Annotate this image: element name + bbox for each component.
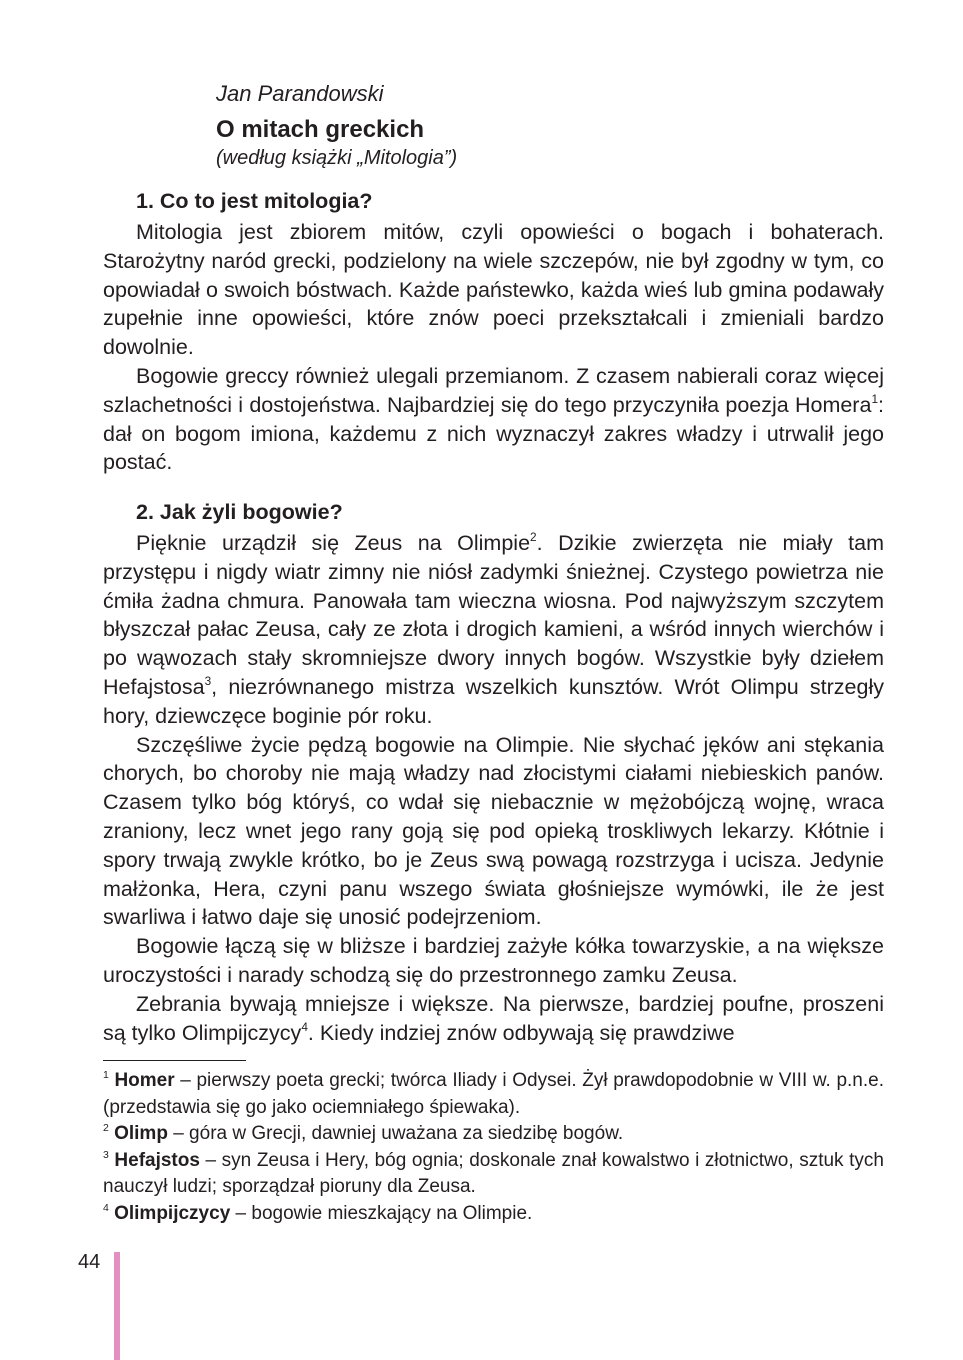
footnote-number: 4	[103, 1202, 109, 1214]
section-2-paragraph-1	[103, 529, 884, 731]
footnote-4	[103, 1201, 884, 1228]
subtitle: (według książki „Mitologia”)	[216, 147, 458, 169]
section-1	[103, 186, 884, 477]
text-span: . Dzikie zwierzęta nie miały tam przystępu i nigdy wiatr zimny nie niósł zadymki śnieżnej. Czystego powietrza nie ćmiła żadna chmura. Panowała tam wieczna wiosna. Pod najwyższym szczytem błyszczał pałac Zeusa, cały ze złota i drogich kamieni, a wśród innych wierchów i po wąwozach stały skromniejsze dwory innych bogów. Wszystkie były dziełem Hefajstosa	[103, 531, 885, 699]
section-2	[103, 497, 884, 1047]
footnote-text: – syn Zeusa i Hery, bóg ognia; doskonale znał kowalstwo i złotnictwo, sztuk tych nauczył ludzi; sporządzał pioruny dla Zeusa.	[103, 1149, 884, 1197]
footnote-3	[103, 1148, 884, 1201]
text-span: Pięknie urządził się Zeus na Olimpie	[136, 531, 531, 555]
footnote-1	[103, 1068, 884, 1121]
title: O mitach greckich	[216, 116, 425, 143]
text-span: Zebrania bywają mniejsze i większe. Na pierwsze, bardziej poufne, proszeni są tylko Olimpijczycy	[103, 991, 884, 1045]
footnote-text: – góra w Grecji, dawniej uważana za siedzibę bogów.	[167, 1123, 624, 1144]
footnote-2	[103, 1121, 884, 1148]
page-edge-bar	[114, 1252, 120, 1360]
footnote-term: Hefajstos	[114, 1149, 200, 1171]
footnote-number: 1	[103, 1070, 109, 1082]
footnote-term: Homer	[114, 1070, 175, 1091]
page-number: 44	[78, 1251, 101, 1273]
footnotes	[103, 1068, 884, 1227]
section-1-paragraph-1: Mitologia jest zbiorem mitów, czyli opowieści o bogach i bohaterach. Starożytny naród grecki, podzielony na wiele szczepów, nie był zgodny w tym, co opowiadał o swoich bóstwach. Każde państewko, każda wieś lub gmina podawały zupełnie inne opowieści, które znów poeci przekształcali i zmieniali bardzo dowolnie.	[103, 220, 884, 360]
section-2-paragraph-2: Szczęśliwe życie pędzą bogowie na Olimpie. Nie słychać jęków ani stękania chorych, bo choroby nie mają władzy nad złocistymi ciałami niebieskich panów. Czasem tylko bóg któryś, co wdał się niebacznie w mężobójczą wojnę, wraca zraniony, lecz wnet jego rany goją się pod opieką troskliwych lekarzy. Kłótnie i spory trwają zwykle krótko, bo je Zeus swą powagą rozstrzyga i ucisza. Jedynie małżonka, Hera, czyni panu wszego świata głośniejsze wymówki, ile że jest swarliwa i łatwo daje się unosić podejrzeniom.	[103, 732, 884, 930]
text-span: Bogowie greccy również ulegali przemianom. Z czasem nabierali coraz więcej szlachetności i dostojeństwa. Najbardziej się do tego przyczyniła poezja Homera	[103, 363, 884, 417]
footnote-number: 3	[103, 1149, 109, 1161]
footnote-term: Olimpijczycy	[114, 1202, 231, 1224]
section-1-paragraph-2	[103, 362, 884, 477]
section-2-paragraph-3: Bogowie łączą się w bliższe i bardziej zażyłe kółka towarzyskie, a na większe uroczystości i narady schodzą się do przestronnego zamku Zeusa.	[103, 934, 884, 987]
footnote-term: Olimp	[114, 1123, 168, 1144]
author: Jan Parandowski	[216, 81, 384, 106]
footnote-divider	[103, 1060, 246, 1061]
footnote-ref-1: 1	[871, 391, 879, 406]
text-span: , niezrównanego mistrza wszelkich kunsztów. Wrót Olimpu strzegły hory, dziewczęce boginie pór roku.	[103, 674, 884, 728]
section-2-paragraph-4	[103, 990, 884, 1048]
section-2-heading: 2. Jak żyli bogowie?	[136, 500, 343, 524]
footnote-number: 2	[103, 1123, 109, 1135]
section-1-heading: 1. Co to jest mitologia?	[136, 189, 373, 213]
footnote-ref-2: 2	[530, 530, 537, 545]
footnote-text: – bogowie mieszkający na Olimpie.	[230, 1202, 533, 1224]
text-span: : dał on bogom imiona, każdemu z nich wyznaczył zakres władzy i utrwalił jego postać.	[103, 392, 884, 475]
footnote-ref-4: 4	[301, 1019, 308, 1034]
footnote-ref-3: 3	[204, 674, 212, 689]
text-span: . Kiedy indziej znów odbywają się prawdziwe	[307, 1020, 735, 1045]
footnote-text: – pierwszy poeta grecki; twórca Iliady i Odysei. Żył prawdopodobnie w VIII w. p.n.e. (przedstawia się go jako ociemniałego śpiewaka).	[103, 1070, 884, 1118]
